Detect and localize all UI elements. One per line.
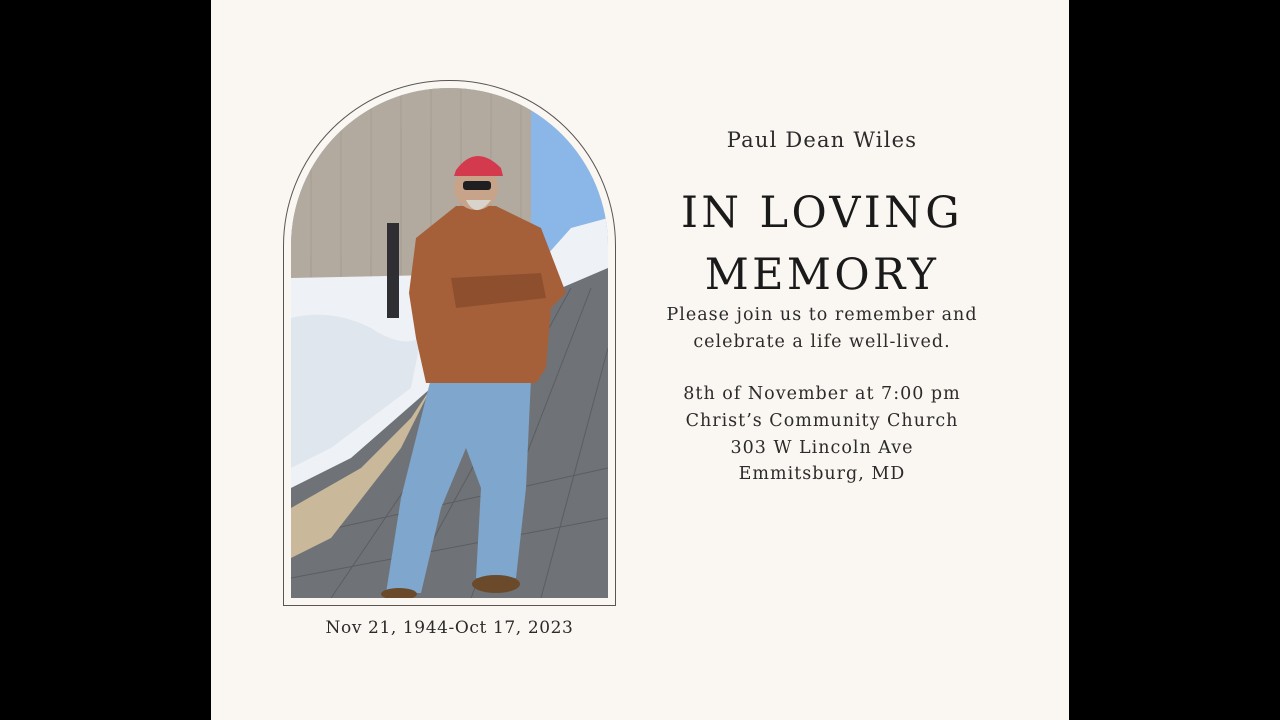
memorial-photo bbox=[291, 88, 608, 598]
event-date-time: 8th of November at 7:00 pm bbox=[683, 384, 961, 404]
deceased-name: Paul Dean Wiles bbox=[726, 128, 918, 152]
address-line1: 303 W Lincoln Ave bbox=[730, 438, 914, 458]
letterbox-right bbox=[1069, 0, 1280, 720]
invitation-line1: Please join us to remember and bbox=[666, 305, 978, 325]
headline-line2: MEMORY bbox=[704, 250, 940, 300]
letterbox-left bbox=[0, 0, 211, 720]
address-line2: Emmitsburg, MD bbox=[738, 464, 906, 484]
memorial-card bbox=[211, 0, 1069, 720]
headline-line1: IN LOVING bbox=[681, 188, 963, 238]
invitation-line2: celebrate a life well-lived. bbox=[693, 332, 951, 352]
photo-illustration bbox=[291, 88, 608, 598]
venue-name: Christ’s Community Church bbox=[685, 411, 959, 431]
life-dates: Nov 21, 1944-Oct 17, 2023 bbox=[325, 618, 574, 638]
